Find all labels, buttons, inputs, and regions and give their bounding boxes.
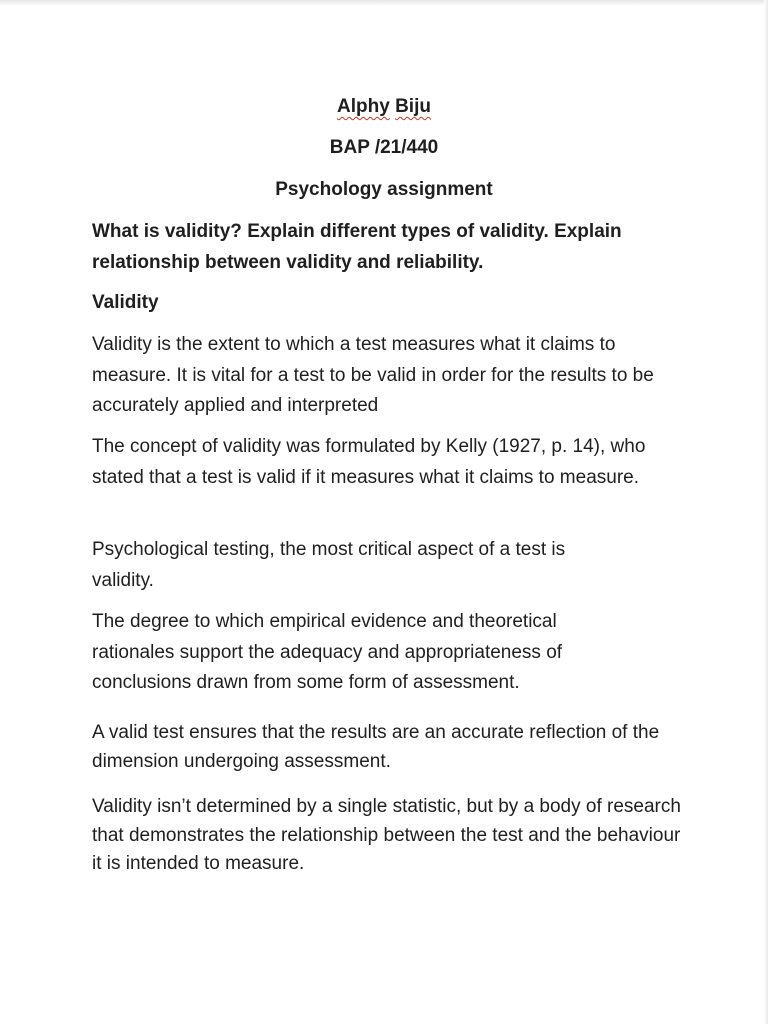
author-first-name: Alphy xyxy=(337,96,390,117)
author-last-name: Biju xyxy=(395,96,431,117)
paragraph-definition: Validity is the extent to which a test measures what it claims to measure. It is vital for a test to be valid in order for the results to be accurately applied and interpreted xyxy=(92,334,654,416)
registration-number: BAP /21/440 xyxy=(329,137,439,158)
paragraph-valid-test: A valid test ensures that the results are an accurate reflection of the dimension undergoing assessment. xyxy=(92,722,660,772)
assignment-title: Psychology assignment xyxy=(275,179,493,200)
paragraph-empirical-evidence: The degree to which empirical evidence and theoretical rationales support the adequacy and appropriateness of conclusions drawn from some form of assessment. xyxy=(92,611,563,693)
assignment-question: What is validity? Explain different types of validity. Explain relationship between validity and reliability. xyxy=(92,221,622,273)
section-heading: Validity xyxy=(92,292,159,313)
paragraph-critical-aspect: Psychological testing, the most critical aspect of a test is validity. xyxy=(92,539,566,591)
page-edge-top xyxy=(0,0,768,6)
paragraph-body-of-research: Validity isn’t determined by a single statistic, but by a body of research that demonstrates the relationship between the test and the behaviour it is intended to measure. xyxy=(92,796,681,874)
author-name xyxy=(0,96,768,118)
paragraph-kelly: The concept of validity was formulated by Kelly (1927, p. 14), who stated that a test is valid if it measures what it claims to measure. xyxy=(92,436,646,488)
